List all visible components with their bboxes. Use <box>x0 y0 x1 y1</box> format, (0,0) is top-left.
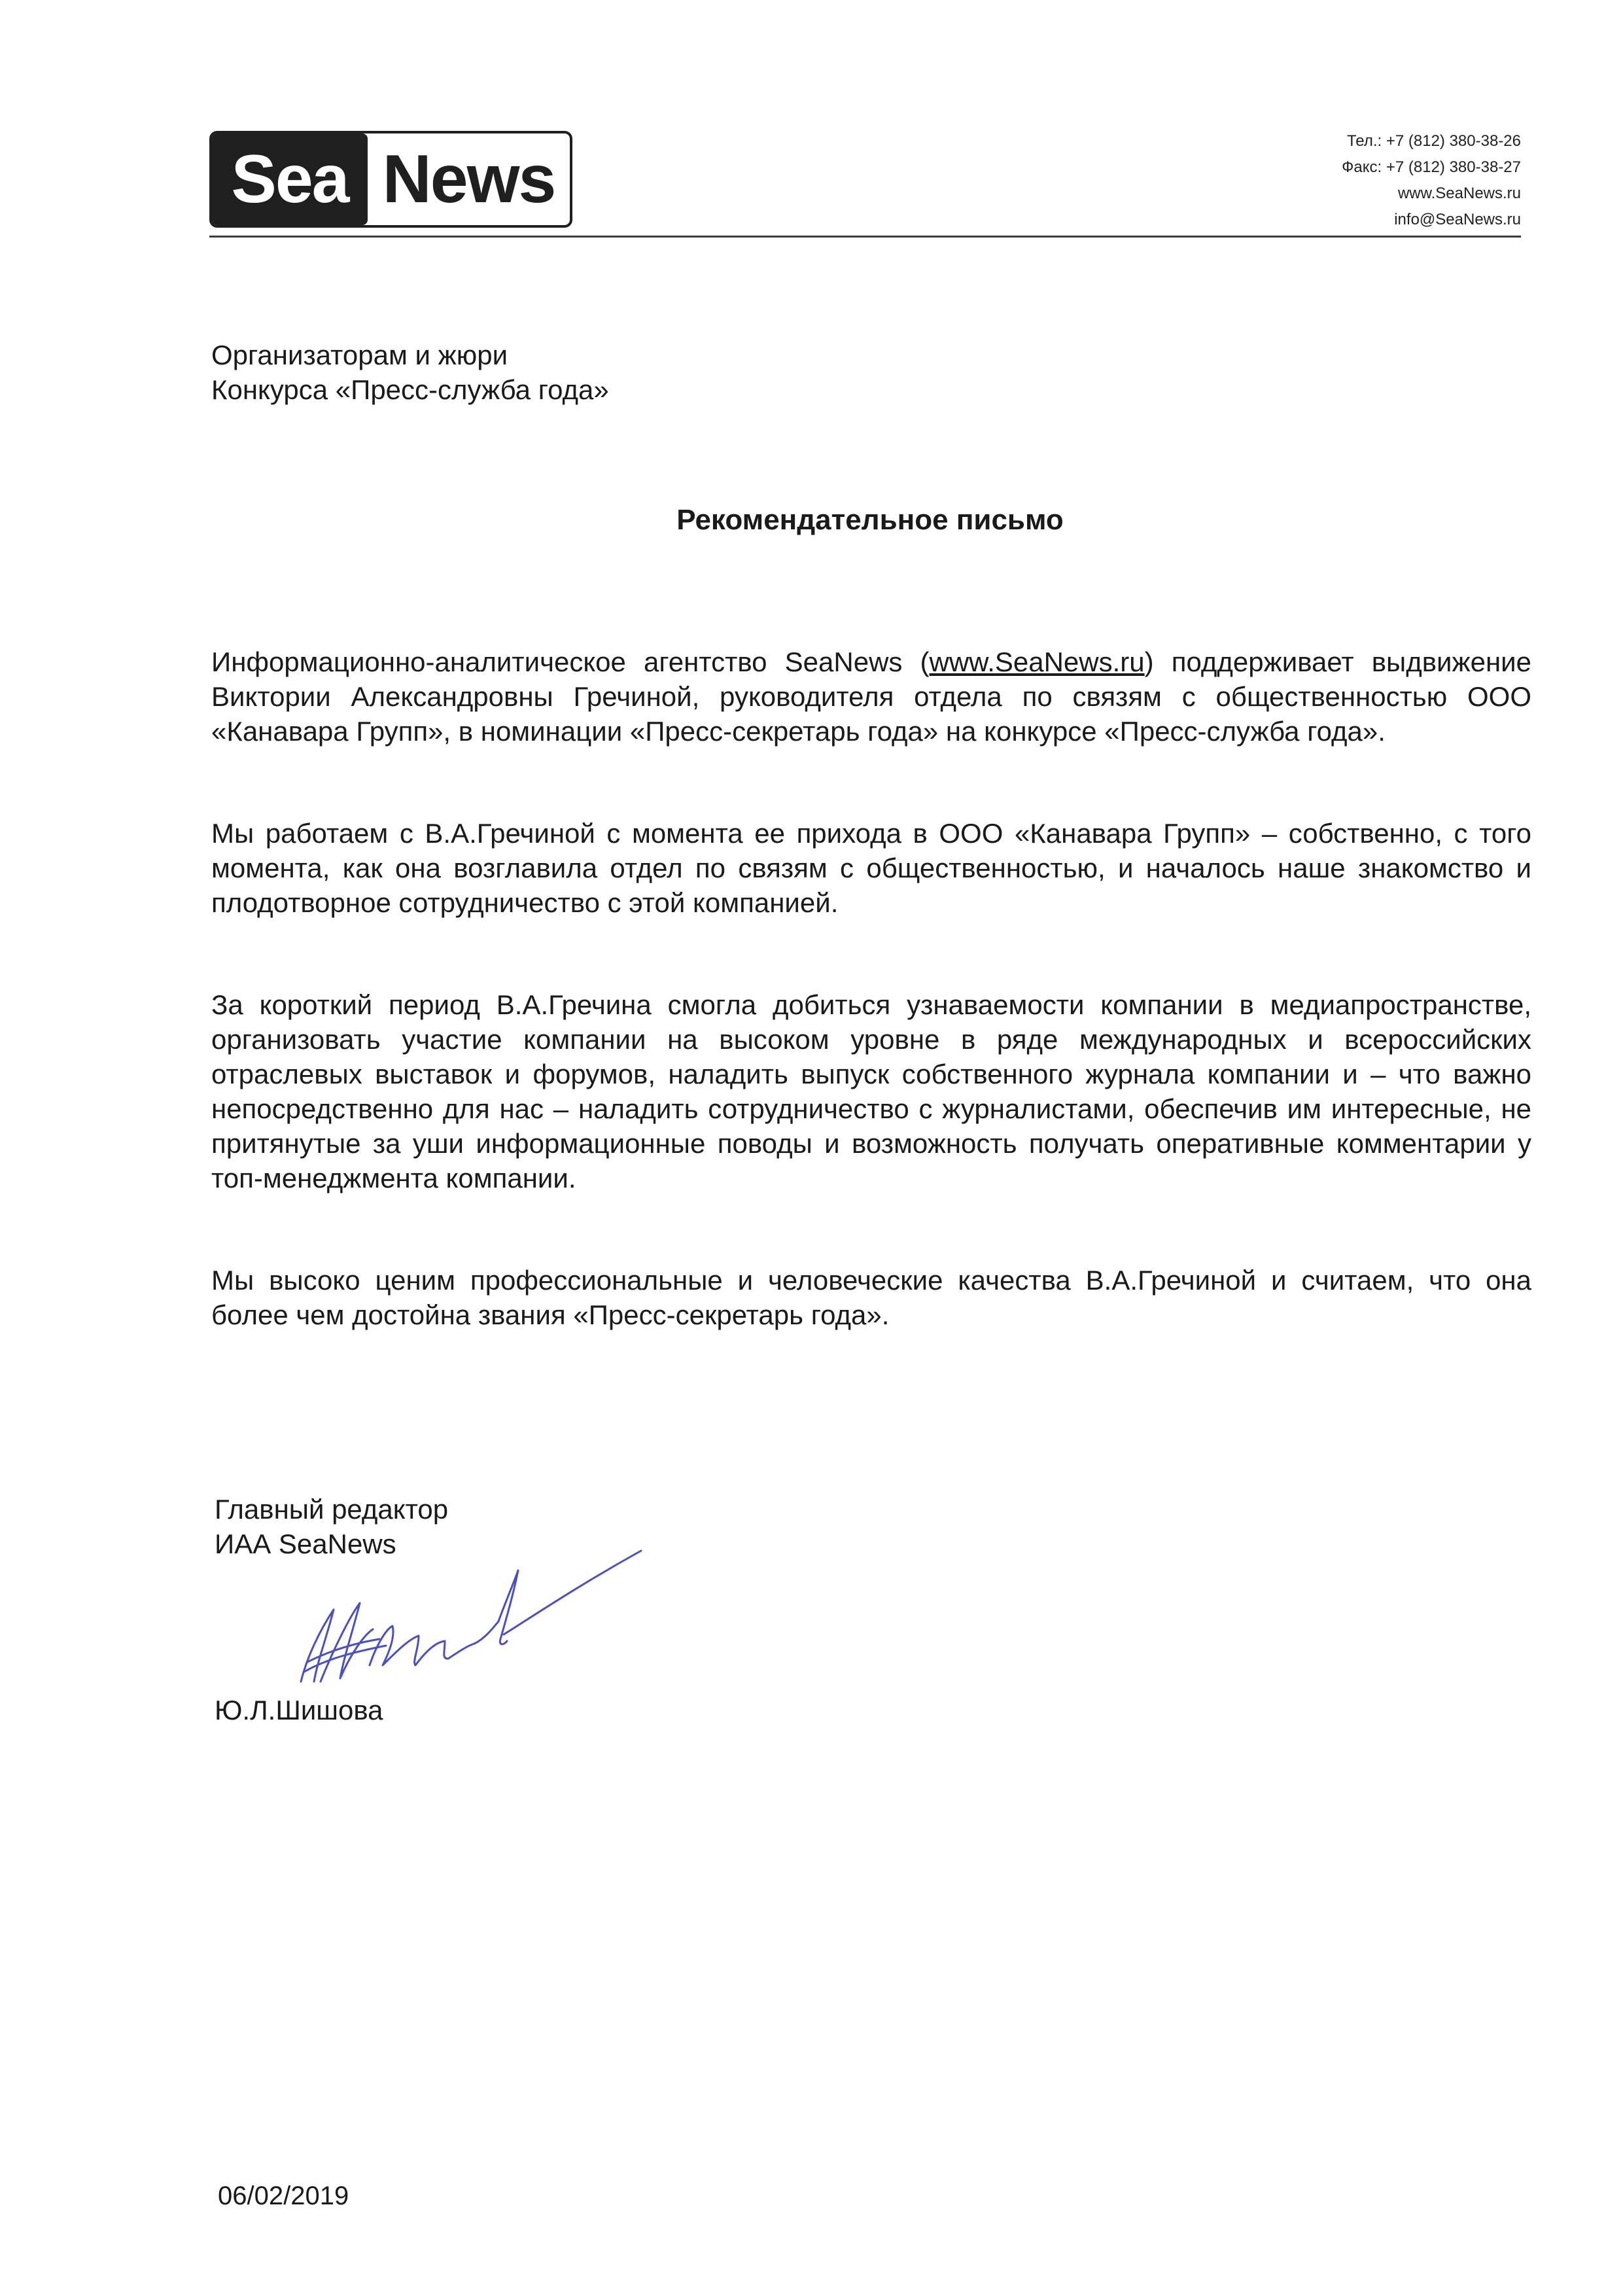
paragraph-1 <box>211 645 1531 749</box>
paragraph-1-end: ) поддерживает выдвижение Виктории Александровны Гречиной, руководителя отдела по связям с общественностью ООО «Канавара Групп», в номинации «Пресс-секретарь года» на конкурсе «Пресс-служба года». <box>211 646 1531 747</box>
paragraph-1-start: Информационно-аналитическое агентство SeaNews ( <box>211 646 930 677</box>
logo-part-sea: Sea <box>212 133 368 225</box>
letter-body <box>211 645 1531 1332</box>
recipient-block <box>211 338 609 407</box>
contact-phone: Тел.: +7 (812) 380-38-26 <box>1346 132 1521 150</box>
letter-title: Рекомендательное письмо <box>676 504 1064 536</box>
recipient-line-1: Организаторам и жюри <box>211 340 508 370</box>
contact-email: info@SeaNews.ru <box>1394 211 1521 228</box>
paragraph-4: Мы высоко ценим профессиональные и человеческие качества В.А.Гречиной и считаем, что она более чем достойна звания «Пресс-секретарь года». <box>211 1265 1531 1330</box>
contact-fax: Факс: +7 (812) 380-38-27 <box>1342 158 1521 176</box>
logo-part-news: News <box>382 141 555 217</box>
paragraph-2: Мы работаем с В.А.Гречиной с момента ее прихода в ООО «Канавара Групп» – собственно, с того момента, как она возглавила отдел по связям с общественностью, и началось наше знакомство и плодотворное сотрудничество с этой компанией. <box>211 818 1531 918</box>
recipient-line-2: Конкурса «Пресс-служба года» <box>211 374 609 405</box>
header-divider <box>209 236 1521 238</box>
signatory-name: Ю.Л.Шишова <box>215 1695 383 1725</box>
handwritten-signature <box>288 1531 654 1695</box>
contact-block <box>1342 128 1521 233</box>
website-link[interactable]: www.SeaNews.ru <box>929 646 1145 677</box>
signatory-title: Главный редактор <box>215 1494 449 1525</box>
letter-date: 06/02/2019 <box>218 2181 349 2210</box>
signatory-organization: ИАА SeaNews <box>215 1528 396 1559</box>
seanews-logo <box>209 131 572 228</box>
paragraph-3: За короткий период В.А.Гречина смогла добиться узнаваемости компании в медиапространстве, организовать участие компании на высоком уровне в ряде международных и всероссийских отраслевых выставок и форумов, наладить выпуск собственного журнала компании и – что важно непосредственно для нас – наладить сотрудничество с журналистами, обеспечив им интересные, не притянутые за уши информационные поводы и возможность получать оперативные комментарии у топ-менеджмента компании. <box>211 989 1531 1193</box>
contact-website: www.SeaNews.ru <box>1397 185 1521 202</box>
